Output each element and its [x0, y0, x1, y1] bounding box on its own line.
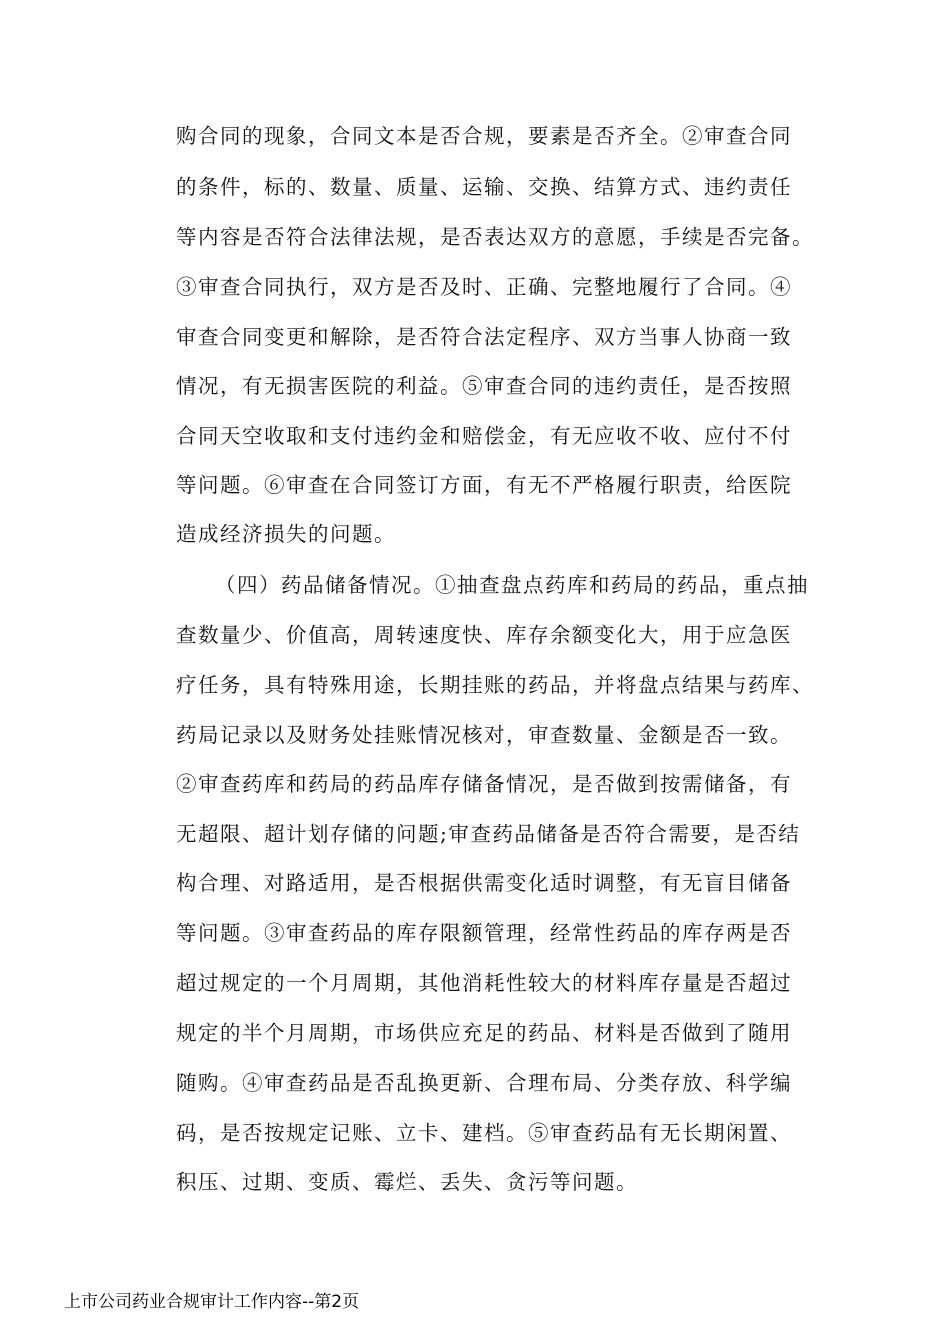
text-line: 积压、过期、变质、霉烂、丢失、贪污等问题。 [176, 1170, 638, 1194]
text-line: 查数量少、价值高，周转速度快、库存余额变化大，用于应急医 [176, 623, 792, 647]
page-footer: 上市公司药业合规审计工作内容--第2页 [64, 1292, 360, 1312]
text-line: ③审查合同执行，双方是否及时、正确、完整地履行了合同。④ [176, 275, 792, 299]
text-line: 购合同的现象，合同文本是否合规，要素是否齐全。②审查合同 [176, 124, 792, 148]
text-line: 审查合同变更和解除，是否符合法定程序、双方当事人协商一致 [176, 325, 792, 349]
text-line: ②审查药库和药局的药品库存储备情况，是否做到按需储备，有 [176, 772, 792, 796]
text-line: 情况，有无损害医院的利益。⑤审查合同的违约责任，是否按照 [176, 374, 792, 398]
text-line: 等问题。⑥审查在合同签订方面，有无不严格履行职责，给医院 [176, 473, 792, 497]
text-line: 超过规定的一个月周期，其他消耗性较大的材料库存量是否超过 [176, 971, 792, 995]
text-line: 规定的半个月周期，市场供应充足的药品、材料是否做到了随用 [176, 1021, 792, 1045]
text-line: 构合理、对路适用，是否根据供需变化适时调整，有无盲目储备 [176, 871, 792, 895]
text-line: 等内容是否符合法律法规，是否表达双方的意愿，手续是否完备。 [176, 225, 814, 249]
text-line: 合同天空收取和支付违约金和赔偿金，有无应收不收、应付不付 [176, 424, 792, 448]
text-line: 造成经济损失的问题。 [176, 522, 396, 546]
text-line: 码，是否按规定记账、立卡、建档。⑤审查药品有无长期闲置、 [176, 1121, 792, 1145]
text-line: 药局记录以及财务处挂账情况核对，审查数量、金额是否一致。 [176, 723, 792, 747]
text-line: 随购。④审查药品是否乱换更新、合理布局、分类存放、科学编 [176, 1071, 792, 1095]
text-line: 等问题。③审查药品的库存限额管理，经常性药品的库存两是否 [176, 921, 792, 945]
text-line: （四）药品储备情况。①抽查盘点药库和药局的药品，重点抽 [215, 573, 809, 597]
text-line: 疗任务，具有特殊用途，长期挂账的药品，并将盘点结果与药库、 [176, 673, 814, 697]
text-line: 无超限、超计划存储的问题;审查药品储备是否符合需要，是否结 [176, 822, 801, 846]
text-line: 的条件，标的、数量、质量、运输、交换、结算方式、违约责任 [176, 175, 792, 199]
